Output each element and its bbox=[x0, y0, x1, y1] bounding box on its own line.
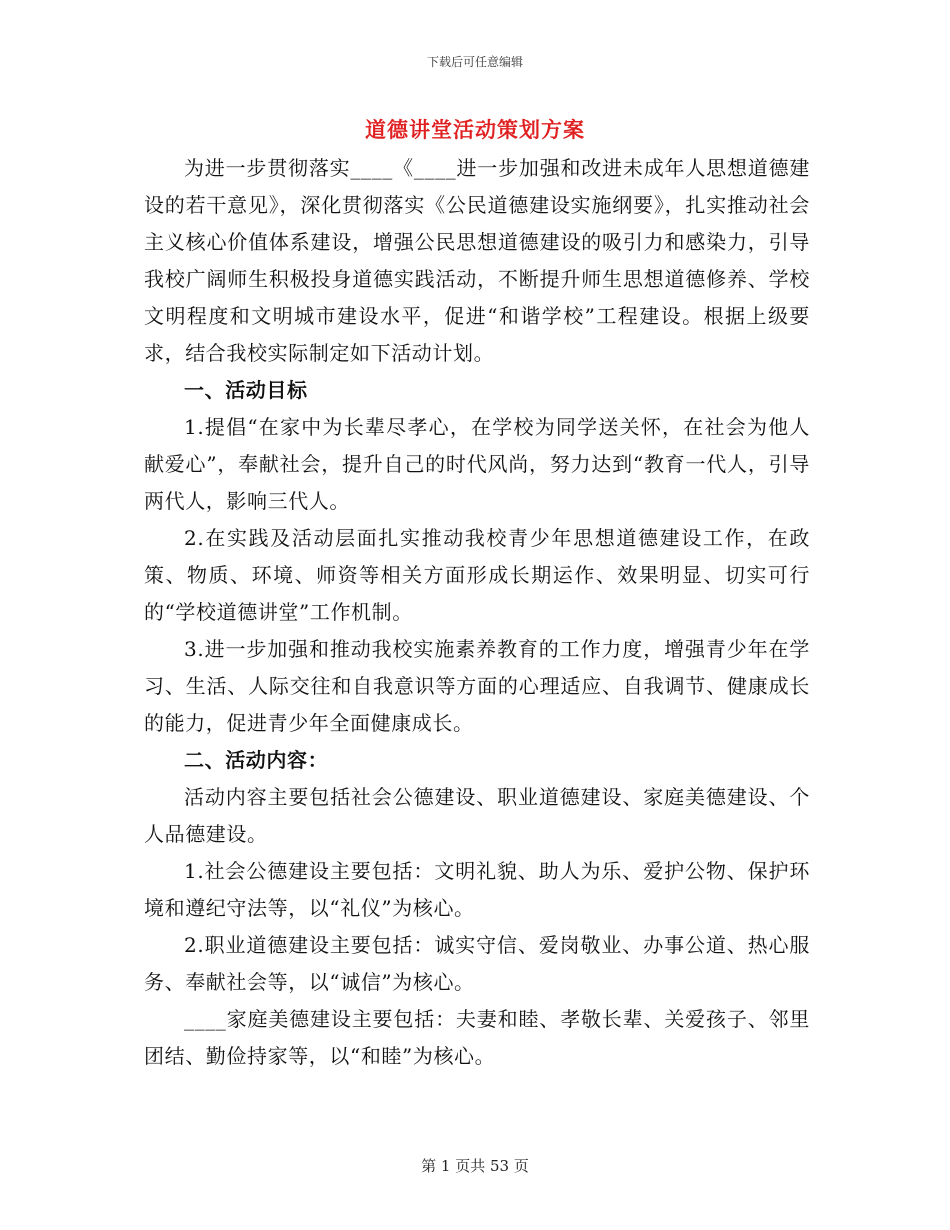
section-heading-content: 二、活动内容： bbox=[184, 748, 329, 772]
content-item-2: 2.职业道德建设主要包括：诚实守信、爱岗敬业、办事公道、热心服务、奉献社会等，以“诚信”为核心。 bbox=[144, 933, 810, 994]
content-intro-paragraph: 活动内容主要包括社会公德建设、职业道德建设、家庭美德建设、个人品德建设。 bbox=[144, 785, 810, 846]
goal-item-2: 2.在实践及活动层面扎实推动我校青少年思想道德建设工作，在政策、物质、环境、师资等相关方面形成长期运作、效果明显、切实可行的“学校道德讲堂”工作机制。 bbox=[144, 526, 810, 624]
content-item-1: 1.社会公德建设主要包括：文明礼貌、助人为乐、爱护公物、保护环境和遵纪守法等，以“礼仪”为核心。 bbox=[144, 859, 810, 920]
goal-item-1: 1.提倡“在家中为长辈尽孝心，在学校为同学送关怀，在社会为他人献爱心”，奉献社会，提升自己的时代风尚，努力达到“教育一代人，引导两代人，影响三代人。 bbox=[144, 415, 810, 513]
intro-paragraph: 为进一步贯彻落实____《____进一步加强和改进未成年人思想道德建设的若干意见》，深化贯彻落实《公民道德建设实施纲要》，扎实推动社会主义核心价值体系建设，增强公民思想道德建设的吸引力和感染力，引导我校广阔师生积极投身道德实践活动，不断提升师生思想道德修养、学校文明程度和文明城市建设水平，促进“和谐学校”工程建设。根据上级要求，结合我校实际制定如下活动计划。 bbox=[144, 156, 810, 365]
section-heading-goals: 一、活动目标 bbox=[184, 378, 308, 402]
goal-item-3: 3.进一步加强和推动我校实施素养教育的工作力度，增强青少年在学习、生活、人际交往和自我意识等方面的心理适应、自我调节、健康成长的能力，促进青少年全面健康成长。 bbox=[144, 637, 810, 735]
document-title: 道德讲堂活动策划方案 bbox=[365, 118, 585, 142]
content-item-3: ____家庭美德建设主要包括：夫妻和睦、孝敬长辈、关爱孩子、邻里团结、勤俭持家等，以“和睦”为核心。 bbox=[144, 1007, 810, 1068]
document-body bbox=[144, 150, 810, 1075]
header-note: 下载后可任意编辑 bbox=[426, 55, 523, 69]
page-footer: 第 1 页共 53 页 bbox=[421, 1157, 529, 1175]
